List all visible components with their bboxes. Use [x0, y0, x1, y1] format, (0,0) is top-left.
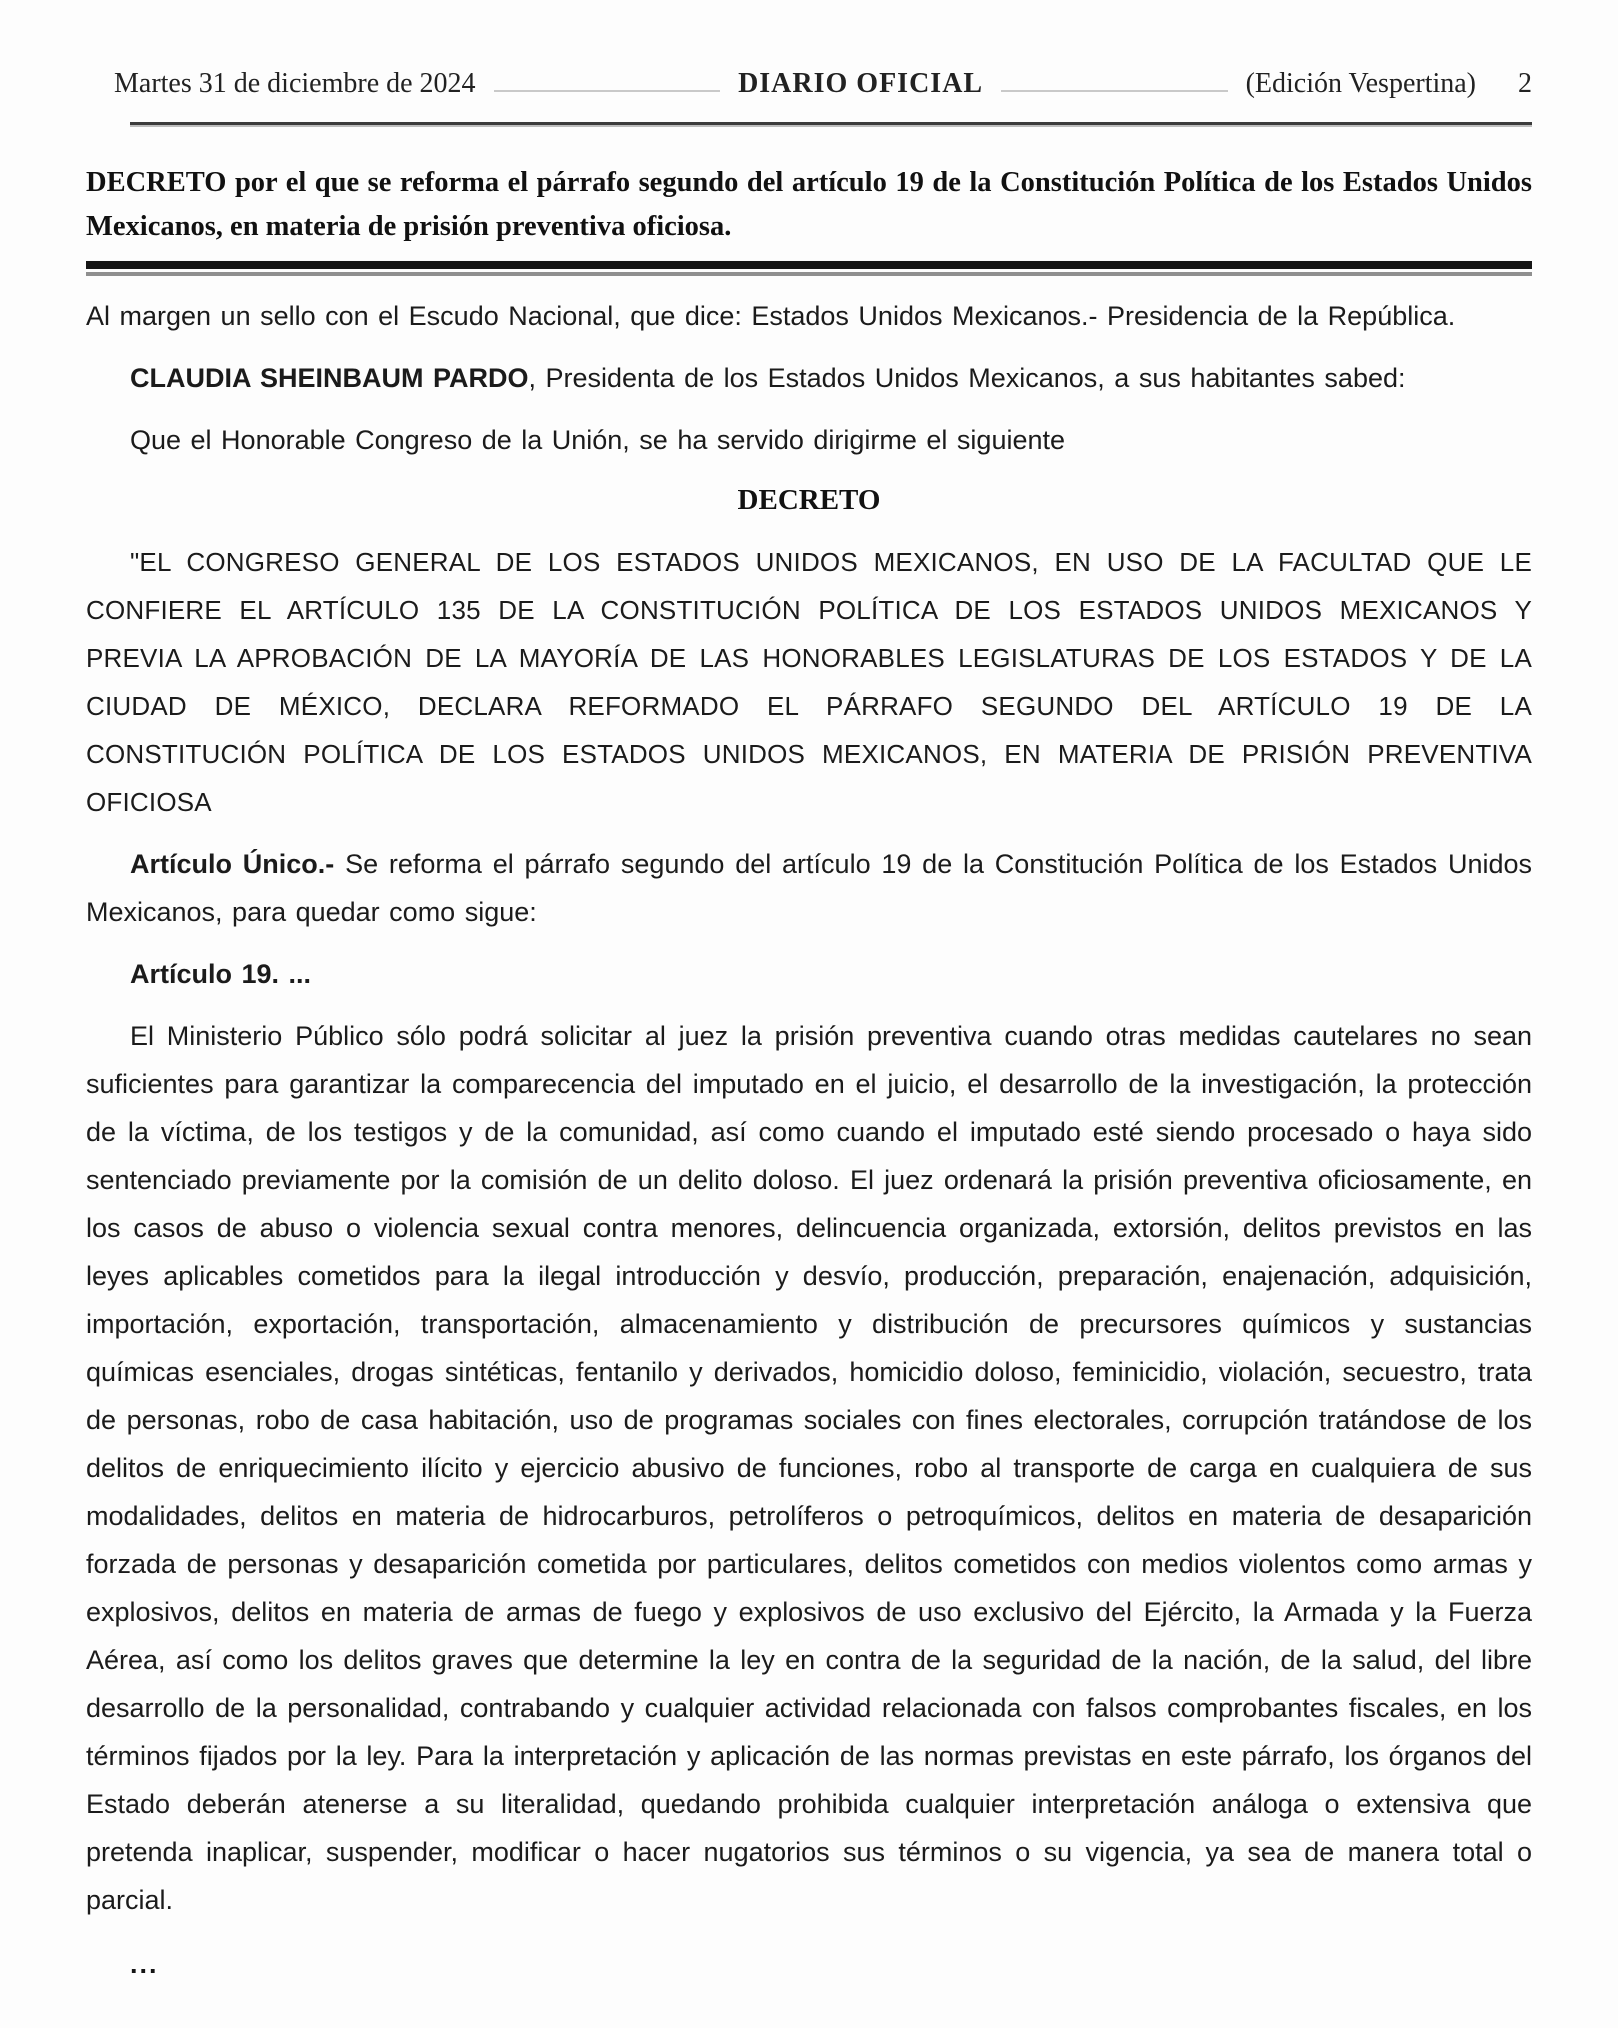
continuation-ellipsis: ... [130, 1949, 159, 1979]
articulo-unico-text: Se reforma el párrafo segundo del artículo 19 de la Constitución Política de los Estados Unidos Mexicanos, para quedar como sigue: [86, 849, 1533, 927]
header-date: Martes 31 de diciembre de 2024 [114, 68, 476, 99]
headline-double-rule [86, 261, 1532, 276]
article-body-paragraph: El Ministerio Público sólo podrá solicitar al juez la prisión preventiva cuando otras medidas cautelares no sean suficientes para garantizar la comparecencia del imputado en el juicio, el desarrollo de la investigación, la protección de la víctima, de los testigos y de la comunidad, así como cuando el imputado esté siendo procesado o haya sido sentenciado previamente por la comisión de un delito doloso. El juez ordenará la prisión preventiva oficiosamente, en los casos de abuso o violencia sexual contra menores, delincuencia organizada, extorsión, delitos previstos en las leyes aplicables cometidos para la ilegal introducción y desvío, producción, preparación, enajenación, adquisición, importación, exportación, transportación, almacenamiento y distribución de precursores químicos y sustancias químicas esenciales, drogas sintéticas, fentanilo y derivados, homicidio doloso, feminicidio, violación, secuestro, trata de personas, robo de casa habitación, uso de programas sociales con fines electorales, corrupción tratándose de los delitos de enriquecimiento ilícito y ejercicio abusivo de funciones, robo al transporte de carga en cualquiera de sus modalidades, delitos en materia de hidrocarburos, petrolíferos o petroquímicos, delitos en materia de desaparición forzada de personas y desaparición cometida por particulares, delitos cometidos con medios violentos como armas y explosivos, delitos en materia de armas de fuego y explosivos de uso exclusivo del Ejército, la Armada y la Fuerza Aérea, así como los delitos graves que determine la ley en contra de la seguridad de la nación, de la salud, del libre desarrollo de la personalidad, contrabando y cualquier actividad relacionada con falsos comprobantes fiscales, en los términos fijados por la ley. Para la interpretación y aplicación de las normas previstas en este párrafo, los órganos del Estado deberán atenerse a su literalidad, quedando prohibida cualquier interpretación análoga o extensiva que pretenda inaplicar, suspender, modificar o hacer nugatorios sus términos o su vigencia, ya sea de manera total o parcial. [86, 1021, 1532, 1915]
president-paragraph [86, 354, 1532, 402]
president-paragraph-rest: , Presidenta de los Estados Unidos Mexicanos, a sus habitantes sabed: [528, 363, 1406, 393]
articulo-unico-paragraph [86, 840, 1532, 936]
gazette-title: DIARIO OFICIAL [738, 68, 984, 99]
congress-declaration-paragraph: "EL CONGRESO GENERAL DE LOS ESTADOS UNIDOS MEXICANOS, EN USO DE LA FACULTAD QUE LE CONFIERE EL ARTÍCULO 135 DE LA CONSTITUCIÓN POLÍTICA DE LOS ESTADOS UNIDOS MEXICANOS Y PREVIA LA APROBACIÓN DE LA MAYORÍA DE LAS HONORABLES LEGISLATURAS DE LOS ESTADOS Y DE LA CIUDAD DE MÉXICO, DECLARA REFORMADO EL PÁRRAFO SEGUNDO DEL ARTÍCULO 19 DE LA CONSTITUCIÓN POLÍTICA DE LOS ESTADOS UNIDOS MEXICANOS, EN MATERIA DE PRISIÓN PREVENTIVA OFICIOSA [86, 547, 1532, 817]
articulo-19-heading: Artículo 19. ... [130, 959, 312, 989]
articulo-unico-label: Artículo Único.- [130, 849, 335, 879]
header-horizontal-rule [130, 122, 1532, 127]
congress-line-paragraph: Que el Honorable Congreso de la Unión, se ha servido dirigirme el siguiente [130, 425, 1066, 455]
header-rule-segment-right [1001, 90, 1228, 92]
margin-note-paragraph: Al margen un sello con el Escudo Nacional, que dice: Estados Unidos Mexicanos.- Presidencia de la República. [86, 301, 1456, 331]
header-rule-segment-left [494, 90, 721, 92]
running-header [86, 68, 1532, 100]
decree-headline: DECRETO por el que se reforma el párrafo segundo del artículo 19 de la Constitución Política de los Estados Unidos Mexicanos, en materia de prisión preventiva oficiosa. [86, 167, 1532, 242]
header-edition: (Edición Vespertina) [1245, 68, 1477, 99]
header-page-number: 2 [1518, 68, 1533, 99]
president-name: CLAUDIA SHEINBAUM PARDO [130, 363, 529, 393]
decreto-heading: DECRETO [737, 484, 881, 516]
